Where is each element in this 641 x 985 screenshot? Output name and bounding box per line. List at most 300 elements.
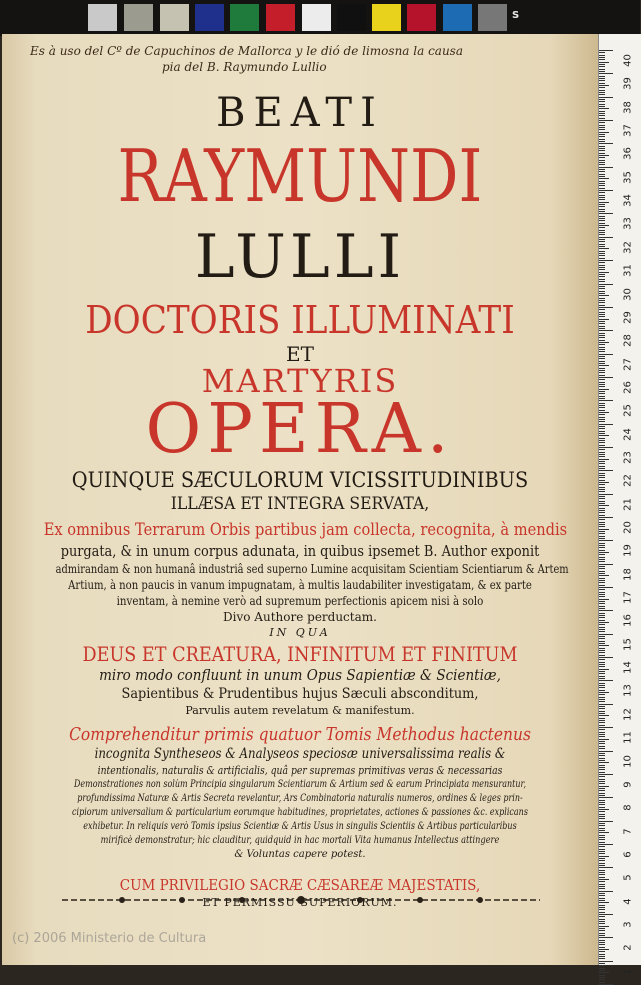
ruler-tick: [599, 218, 605, 219]
calibration-swatch: [372, 4, 401, 31]
ruler-tick: [599, 372, 605, 373]
ruler-tick: [599, 333, 605, 334]
ruler-tick: [599, 951, 605, 952]
ruler-tick: [599, 251, 605, 252]
ruler-tick: [599, 589, 605, 590]
ruler-tick: [599, 645, 609, 646]
ruler-tick: [599, 305, 605, 306]
ruler-tick: [599, 905, 605, 906]
ruler-tick: [599, 255, 605, 256]
ruler-tick: [599, 487, 605, 488]
ruler-tick: [599, 823, 605, 824]
ruler-tick: [599, 393, 605, 394]
ruler-label: 11: [622, 731, 634, 745]
ruler-tick: [599, 209, 605, 210]
ruler-tick: [599, 907, 605, 908]
ruler-tick: [599, 141, 605, 142]
comprehend-line7: exhibetur. In reliquis verò Tomis ipsius Scientiæ & Artis Usus in singulis Scientiis & Artibus particularibus: [83, 821, 517, 832]
ruler-tick: [599, 312, 605, 313]
ruler-tick: [599, 279, 605, 280]
ruler-tick: [599, 538, 605, 539]
ruler-tick: [599, 928, 605, 929]
ruler-label: 14: [622, 661, 634, 674]
ruler-tick: [599, 786, 609, 787]
ruler-tick: [599, 685, 605, 686]
ruler-tick: [599, 638, 605, 639]
ruler-tick: [599, 452, 605, 453]
ruler-tick: [599, 293, 605, 294]
ruler-tick: [599, 188, 605, 189]
ruler-tick: [599, 445, 605, 446]
ruler-tick: [599, 461, 605, 462]
calibration-swatch: [337, 4, 366, 31]
ruler-tick: [599, 692, 609, 693]
ruler-tick: [599, 732, 605, 733]
ruler-tick: [599, 601, 605, 602]
ruler-tick: [599, 319, 609, 320]
ruler-tick: [599, 666, 605, 667]
ruler-tick: [599, 232, 605, 233]
ruler-tick: [599, 52, 605, 53]
ruler-label: 5: [622, 874, 634, 881]
title-beati: BEATI: [216, 90, 384, 136]
ruler-tick: [599, 774, 613, 775]
deus-line3: Sapientibus & Prudentibus hujus Sæculi absconditum,: [121, 686, 479, 702]
description-line5: inventam, à nemine verò ad supremum perfectionis apicem nisi à solo: [116, 594, 484, 608]
calibration-swatch: [88, 4, 117, 31]
ruler-tick: [599, 559, 605, 560]
ruler-tick: [599, 793, 605, 794]
ruler-tick: [599, 678, 605, 679]
ruler-tick: [599, 344, 605, 345]
ruler-tick: [599, 543, 605, 544]
ruler-tick: [599, 470, 613, 471]
ruler-tick: [599, 807, 605, 808]
ruler-tick: [599, 711, 605, 712]
ruler-tick: [599, 552, 609, 553]
ruler-tick: [599, 111, 605, 112]
ruler-tick: [599, 755, 605, 756]
ruler-tick: [599, 477, 605, 478]
ruler-tick: [599, 727, 613, 728]
ruler-label: 31: [622, 264, 634, 278]
ruler-tick: [599, 961, 613, 962]
ruler-tick: [599, 578, 605, 579]
ruler-tick: [599, 779, 605, 780]
ruler-tick: [599, 447, 613, 448]
ruler-tick: [599, 456, 605, 457]
ruler-tick: [599, 62, 609, 63]
ruler-tick: [599, 412, 609, 413]
ruler-tick: [599, 213, 613, 214]
ruler-tick: [599, 828, 605, 829]
ruler-label: 39: [622, 77, 634, 91]
ruler-tick: [599, 669, 609, 670]
color-calibration-bar: [0, 0, 640, 36]
ruler-tick: [599, 760, 605, 761]
ruler-tick: [599, 872, 605, 873]
ruler-tick: [599, 428, 605, 429]
ruler-tick: [599, 580, 605, 581]
ruler-label: 24: [622, 427, 634, 441]
ruler-tick: [599, 262, 605, 263]
ruler-label: 37: [622, 124, 634, 137]
ruler-tick: [599, 849, 605, 850]
ruler-tick: [599, 982, 605, 983]
ruler-tick: [599, 78, 605, 79]
ruler-label: 18: [622, 567, 634, 581]
ruler-tick: [599, 424, 613, 425]
ruler-tick: [599, 302, 605, 303]
ruler-tick: [599, 113, 605, 114]
ruler-tick: [599, 99, 605, 100]
ruler-tick: [599, 267, 605, 268]
ruler-tick: [599, 403, 605, 404]
ruler-tick: [599, 884, 605, 885]
ruler-tick: [599, 365, 609, 366]
ruler-tick: [599, 800, 605, 801]
ruler-tick: [599, 888, 605, 889]
ruler-tick: [599, 466, 605, 467]
ruler-tick: [599, 972, 609, 973]
ruler-tick: [599, 438, 605, 439]
ruler-tick: [599, 956, 605, 957]
subtitle-line1: QUINQUE SÆCULORUM VICISSITUDINIBUS: [71, 468, 529, 492]
ruler-tick: [599, 762, 609, 763]
comprehend-line4: Demonstrationes non solùm Principia singularum Scientiarum & Artium sed & earum Principiata mensurantur,: [73, 779, 527, 790]
ruler-tick: [599, 631, 605, 632]
ruler-tick: [599, 489, 605, 490]
ruler-tick: [599, 776, 605, 777]
ruler-tick: [599, 449, 605, 450]
measuring-ruler: [598, 34, 641, 975]
ruler-tick: [599, 146, 605, 147]
ruler-tick: [599, 804, 605, 805]
ruler-tick: [599, 898, 605, 899]
ruler-tick: [599, 288, 605, 289]
ruler-tick: [599, 515, 605, 516]
ruler-label: 13: [622, 684, 634, 698]
ruler-tick: [599, 772, 605, 773]
ruler-tick: [599, 129, 605, 130]
ruler-tick: [599, 877, 605, 878]
ruler-tick: [599, 940, 605, 941]
ruler-tick: [599, 244, 605, 245]
ruler-tick: [599, 349, 605, 350]
title-opera: OPERA.: [145, 390, 455, 469]
ruler-tick: [599, 83, 605, 84]
ruler-tick: [599, 979, 605, 980]
ruler-tick: [599, 104, 605, 105]
ruler-tick: [599, 143, 613, 144]
ruler-tick: [599, 874, 605, 875]
ruler-tick: [599, 139, 605, 140]
ruler-tick: [599, 811, 605, 812]
ruler-tick: [599, 891, 613, 892]
ruler-tick: [599, 842, 605, 843]
ruler-tick: [599, 414, 605, 415]
ruler-tick: [599, 230, 605, 231]
ruler-tick: [599, 603, 605, 604]
ruler-tick: [599, 818, 605, 819]
ruler-label: 26: [622, 381, 634, 394]
ruler-label: 8: [622, 804, 634, 811]
ruler-tick: [599, 643, 605, 644]
ruler-tick: [599, 708, 605, 709]
ruler-tick: [599, 195, 605, 196]
ruler-tick: [599, 76, 605, 77]
ruler-tick: [599, 930, 605, 931]
ruler-tick: [599, 225, 609, 226]
ruler-tick: [599, 202, 609, 203]
ruler-tick: [599, 377, 613, 378]
ruler-tick: [599, 480, 605, 481]
ruler-tick: [599, 697, 605, 698]
ruler-label: 4: [622, 897, 634, 905]
ruler-tick: [599, 136, 605, 137]
ruler-tick: [599, 155, 609, 156]
ruler-tick: [599, 816, 605, 817]
ruler-tick: [599, 835, 605, 836]
ruler-tick: [599, 153, 605, 154]
ruler-tick: [599, 115, 605, 116]
ruler-tick: [599, 496, 605, 497]
ruler-tick: [599, 844, 613, 845]
ruler-tick: [599, 73, 613, 74]
ruler-tick: [599, 351, 605, 352]
ruler-tick: [599, 519, 605, 520]
ruler-tick: [599, 239, 605, 240]
ruler-tick: [599, 417, 605, 418]
ruler-tick: [599, 316, 605, 317]
ruler-label: 7: [622, 827, 634, 835]
ruler-tick: [599, 582, 605, 583]
ruler-tick: [599, 545, 605, 546]
ruler-tick: [599, 386, 605, 387]
ruler-tick: [599, 846, 605, 847]
ruler-label: 30: [622, 287, 634, 301]
ruler-tick: [599, 587, 613, 588]
ruler-tick: [599, 954, 605, 955]
ruler-tick: [599, 767, 605, 768]
ruler-tick: [599, 809, 609, 810]
ruler-tick: [599, 606, 605, 607]
ruler-tick: [599, 459, 609, 460]
ruler-tick: [599, 594, 605, 595]
ruler-label: 21: [622, 497, 634, 511]
ruler-tick: [599, 66, 605, 67]
ruler-tick: [599, 167, 613, 168]
ruler-tick: [599, 596, 605, 597]
ruler-tick: [599, 944, 605, 945]
ruler-tick: [599, 627, 605, 628]
ruler-tick: [599, 571, 605, 572]
ruler-tick: [599, 664, 605, 665]
ruler-tick: [599, 260, 613, 261]
title-martyris: MARTYRIS: [201, 362, 399, 400]
ruler-tick: [599, 59, 605, 60]
ruler-tick: [599, 926, 609, 927]
manuscript-note-line2: pia del B. Raymundo Lullio: [162, 60, 327, 74]
ruler-label: 22: [622, 474, 634, 488]
ruler-tick: [599, 160, 605, 161]
ruler-label: 40: [622, 54, 634, 67]
ruler-tick: [599, 384, 605, 385]
ruler-tick: [599, 185, 605, 186]
comprehend-line1: Comprehenditur primis quatuor Tomis Methodus hactenus: [69, 724, 531, 745]
ruler-tick: [599, 958, 605, 959]
ruler-tick: [599, 902, 609, 903]
ruler-tick: [599, 858, 605, 859]
ruler-tick: [599, 454, 605, 455]
ruler-label: 12: [622, 707, 634, 721]
ruler-tick: [599, 662, 605, 663]
comprehend-line5: profundissima Naturæ & Artis Secreta revelantur, Ars Combinatoria naturalis numeros, ordines & leges prin-: [77, 793, 523, 804]
ruler-tick: [599, 431, 605, 432]
ruler-tick: [599, 190, 613, 191]
ruler-tick: [599, 825, 605, 826]
privilege-line2: ET PERMISSU SUPERIORUM.: [202, 896, 398, 909]
title-et: ET: [286, 342, 314, 366]
ruler-tick: [599, 204, 605, 205]
ruler-tick: [599, 265, 605, 266]
ruler-tick: [599, 923, 605, 924]
ruler-tick: [599, 347, 605, 348]
ruler-tick: [599, 648, 605, 649]
ruler-label: 20: [622, 521, 634, 534]
comprehend-line9: & Voluntas capere potest.: [234, 849, 366, 860]
ruler-tick: [599, 573, 605, 574]
ruler-tick: [599, 426, 605, 427]
title-raymundi: RAYMUNDI: [117, 134, 483, 218]
ruler-tick: [599, 342, 609, 343]
ruler-tick: [599, 718, 605, 719]
ruler-label: 32: [622, 240, 634, 254]
ruler-tick: [599, 722, 605, 723]
ruler-tick: [599, 405, 605, 406]
ruler-tick: [599, 620, 605, 621]
ruler-tick: [599, 69, 605, 70]
ruler-tick: [599, 547, 605, 548]
ruler-tick: [599, 510, 605, 511]
ruler-tick: [599, 736, 605, 737]
ruler-tick: [599, 323, 605, 324]
ruler-tick: [599, 162, 605, 163]
title-doctoris: DOCTORIS ILLUMINATI: [85, 298, 515, 342]
comprehend-line2: incognita Syntheseos & Analyseos speciosæ universalissima realis &: [94, 746, 506, 762]
ruler-tick: [599, 748, 605, 749]
ruler-tick: [599, 690, 605, 691]
ruler-tick: [599, 274, 605, 275]
ruler-tick: [599, 725, 605, 726]
ruler-tick: [599, 557, 605, 558]
ruler-tick: [599, 536, 605, 537]
ruler-tick: [599, 335, 605, 336]
ruler-tick: [599, 281, 605, 282]
ruler-tick: [599, 937, 613, 938]
ruler-tick: [599, 440, 605, 441]
ruler-tick: [599, 788, 605, 789]
ruler-label: 3: [622, 921, 634, 928]
ruler-tick: [599, 363, 605, 364]
ruler-tick: [599, 863, 605, 864]
ruler-tick: [599, 328, 605, 329]
ruler-label: 9: [622, 781, 634, 788]
calibration-swatch: [160, 4, 189, 31]
ruler-tick: [599, 358, 605, 359]
ruler-tick: [599, 746, 605, 747]
ruler-tick: [599, 977, 605, 978]
ruler-label: 35: [622, 170, 634, 184]
ruler-tick: [599, 734, 605, 735]
ruler-tick: [599, 634, 613, 635]
ruler-tick: [599, 673, 605, 674]
ruler-tick: [599, 132, 609, 133]
ruler-tick: [599, 206, 605, 207]
ruler-tick: [599, 94, 605, 95]
ruler-tick: [599, 71, 605, 72]
patch-letter: S: [512, 10, 520, 21]
ruler-tick: [599, 683, 605, 684]
privilege-line1: CUM PRIVILEGIO SACRÆ CÆSAREÆ MAJESTATIS,: [119, 876, 481, 894]
ruler-tick: [599, 248, 609, 249]
ruler-tick: [599, 241, 605, 242]
ruler-tick: [599, 216, 605, 217]
ruler-tick: [599, 286, 605, 287]
ruler-tick: [599, 968, 605, 969]
ruler-tick: [599, 272, 609, 273]
ruler-label: 27: [622, 357, 634, 371]
ruler-tick: [599, 531, 605, 532]
ruler-label: 33: [622, 217, 634, 231]
ruler-tick: [599, 526, 605, 527]
ruler-label: 29: [622, 310, 634, 324]
in-qua: IN QUA: [269, 626, 331, 639]
ruler-tick: [599, 743, 605, 744]
ruler-tick: [599, 512, 605, 513]
ruler-tick: [599, 909, 605, 910]
ruler-tick: [599, 636, 605, 637]
ruler-tick: [599, 108, 609, 109]
ruler-tick: [599, 624, 605, 625]
ruler-tick: [599, 830, 605, 831]
ruler-tick: [599, 494, 613, 495]
ruler-tick: [599, 118, 605, 119]
ruler-tick: [599, 680, 613, 681]
ruler-tick: [599, 650, 605, 651]
ruler-tick: [599, 382, 605, 383]
ruler-tick: [599, 533, 605, 534]
ruler-tick: [599, 704, 613, 705]
ruler-tick: [599, 64, 605, 65]
ruler-tick: [599, 802, 605, 803]
ruler-tick: [599, 181, 605, 182]
ruler-tick: [599, 769, 605, 770]
ruler-tick: [599, 879, 609, 880]
ruler-tick: [599, 87, 605, 88]
ruler-tick: [599, 291, 605, 292]
ruler-tick: [599, 741, 605, 742]
ruler-tick: [599, 671, 605, 672]
ruler-tick: [599, 127, 605, 128]
ruler-label: 25: [622, 404, 634, 418]
copyright-watermark: (c) 2006 Ministerio de Cultura: [12, 931, 207, 946]
ruler-tick: [599, 370, 605, 371]
ruler-tick: [599, 641, 605, 642]
ruler-tick: [599, 307, 613, 308]
ruler-tick: [599, 797, 613, 798]
comprehend-line3: intentionalis, naturalis & artificialis, quâ per supremas primitivas veras & necessarias: [97, 764, 503, 777]
